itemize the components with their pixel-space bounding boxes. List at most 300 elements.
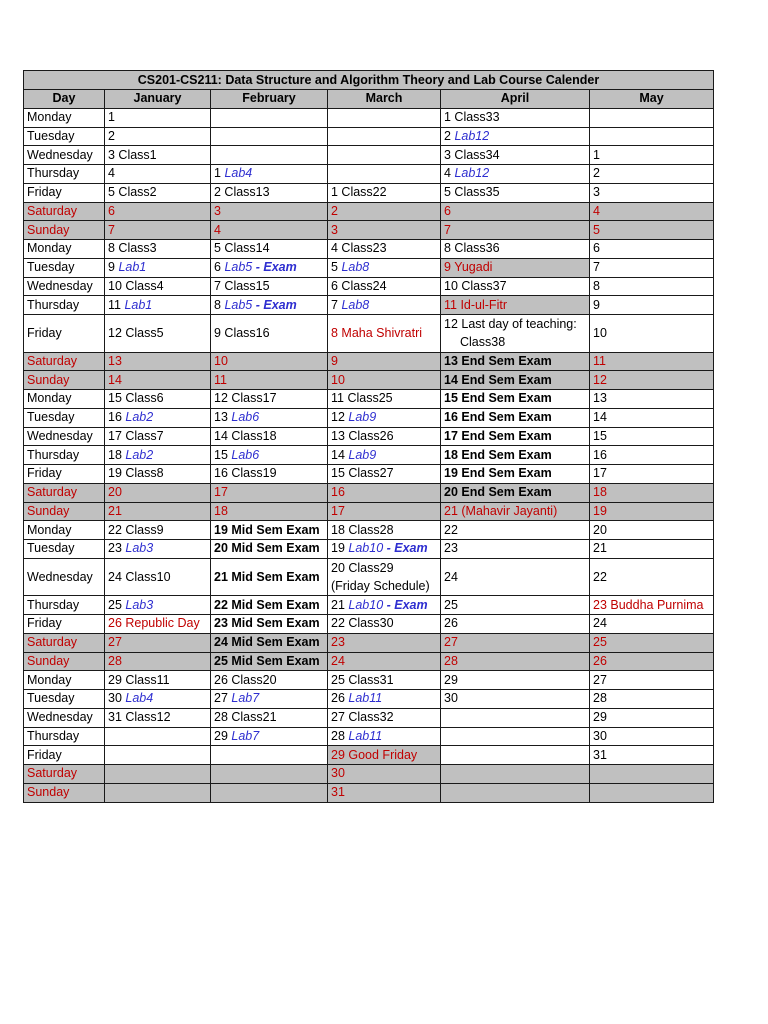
date-cell-february xyxy=(211,765,328,784)
date-cell-january: 31 Class12 xyxy=(105,708,211,727)
date-cell-march xyxy=(328,690,441,709)
table-row xyxy=(24,633,714,652)
lab-label: Lab12 xyxy=(454,166,490,181)
date-cell-may: 14 xyxy=(590,408,714,427)
table-row xyxy=(24,146,714,165)
date-cell-may: 3 xyxy=(590,183,714,202)
date-number: 13 xyxy=(214,410,232,425)
date-cell-april xyxy=(441,765,590,784)
date-cell-february: 18 xyxy=(211,502,328,521)
date-cell-january xyxy=(105,540,211,559)
header-february: February xyxy=(211,90,328,109)
date-cell-may: 24 xyxy=(590,615,714,634)
lab-label: Lab1 xyxy=(118,260,147,275)
date-number: 23 xyxy=(108,541,126,556)
date-number: 19 xyxy=(331,541,349,556)
lab-label: Lab11 xyxy=(348,691,383,706)
table-row xyxy=(24,315,714,353)
date-cell-march: 4 Class23 xyxy=(328,240,441,259)
table-row xyxy=(24,427,714,446)
header-january: January xyxy=(105,90,211,109)
date-cell-january xyxy=(105,690,211,709)
table-row xyxy=(24,221,714,240)
day-cell: Thursday xyxy=(24,446,105,465)
date-cell-march: 31 xyxy=(328,783,441,802)
table-row xyxy=(24,165,714,184)
date-cell-april: 17 End Sem Exam xyxy=(441,427,590,446)
date-cell-january: 27 xyxy=(105,633,211,652)
table-row xyxy=(24,615,714,634)
date-cell-march: 25 Class31 xyxy=(328,671,441,690)
date-cell-february: 3 xyxy=(211,202,328,221)
date-cell-february xyxy=(211,446,328,465)
date-cell-april: 11 Id-ul-Fitr xyxy=(441,296,590,315)
date-cell-march: 2 xyxy=(328,202,441,221)
date-cell-february xyxy=(211,746,328,765)
date-cell-february xyxy=(211,146,328,165)
date-number: 8 xyxy=(214,297,225,312)
date-cell-april xyxy=(441,746,590,765)
day-cell: Sunday xyxy=(24,371,105,390)
day-cell: Monday xyxy=(24,671,105,690)
date-cell-may: 12 xyxy=(590,371,714,390)
table-row xyxy=(24,446,714,465)
date-cell-february: 26 Class20 xyxy=(211,671,328,690)
date-cell-april: 6 xyxy=(441,202,590,221)
lab-label: Lab8 xyxy=(341,297,370,312)
lab-label: Lab2 xyxy=(125,410,154,425)
exam-marker: - Exam xyxy=(252,260,297,275)
date-cell-february xyxy=(211,408,328,427)
day-cell: Monday xyxy=(24,521,105,540)
date-cell-may: 13 xyxy=(590,390,714,409)
table-row xyxy=(24,183,714,202)
date-cell-march: 22 Class30 xyxy=(328,615,441,634)
date-cell-may: 28 xyxy=(590,690,714,709)
date-cell-may: 4 xyxy=(590,202,714,221)
table-row xyxy=(24,671,714,690)
calendar-body xyxy=(24,108,714,802)
date-number: 21 xyxy=(331,597,349,612)
date-cell-april: 9 Yugadi xyxy=(441,258,590,277)
table-row xyxy=(24,521,714,540)
header-march: March xyxy=(328,90,441,109)
date-cell-may: 15 xyxy=(590,427,714,446)
date-cell-january: 22 Class9 xyxy=(105,521,211,540)
date-cell-may: 17 xyxy=(590,465,714,484)
lab-label: Lab4 xyxy=(125,691,154,706)
date-cell-april: 3 Class34 xyxy=(441,146,590,165)
date-cell-february xyxy=(211,296,328,315)
day-cell: Tuesday xyxy=(24,127,105,146)
day-cell: Tuesday xyxy=(24,690,105,709)
date-cell-april xyxy=(441,708,590,727)
date-cell-may: 8 xyxy=(590,277,714,296)
date-cell-march: 8 Maha Shivratri xyxy=(328,315,441,353)
date-cell-february: 22 Mid Sem Exam xyxy=(211,596,328,615)
date-cell-february: 10 xyxy=(211,352,328,371)
day-cell: Friday xyxy=(24,315,105,353)
date-cell-february xyxy=(211,108,328,127)
date-cell-january xyxy=(105,727,211,746)
date-number: 25 xyxy=(108,597,126,612)
date-cell-march: 16 xyxy=(328,483,441,502)
date-number: 18 xyxy=(108,447,126,462)
cell-line: (Friday Schedule) xyxy=(331,579,430,593)
date-cell-february: 21 Mid Sem Exam xyxy=(211,558,328,596)
exam-marker: - Exam xyxy=(252,297,297,312)
date-cell-january: 29 Class11 xyxy=(105,671,211,690)
date-cell-april xyxy=(441,727,590,746)
table-row xyxy=(24,540,714,559)
exam-marker: - Exam xyxy=(383,541,428,556)
date-cell-may: 23 Buddha Purnima xyxy=(590,596,714,615)
date-cell-april xyxy=(441,783,590,802)
date-cell-january: 21 xyxy=(105,502,211,521)
day-cell: Thursday xyxy=(24,727,105,746)
day-cell: Tuesday xyxy=(24,408,105,427)
day-cell: Friday xyxy=(24,615,105,634)
table-row xyxy=(24,746,714,765)
date-cell-january: 2 xyxy=(105,127,211,146)
date-cell-may: 20 xyxy=(590,521,714,540)
date-cell-may: 6 xyxy=(590,240,714,259)
day-cell: Thursday xyxy=(24,296,105,315)
date-cell-march xyxy=(328,165,441,184)
date-number: 28 xyxy=(331,728,349,743)
day-cell: Tuesday xyxy=(24,540,105,559)
date-cell-january: 15 Class6 xyxy=(105,390,211,409)
date-cell-march xyxy=(328,146,441,165)
day-cell: Thursday xyxy=(24,596,105,615)
date-cell-march: 29 Good Friday xyxy=(328,746,441,765)
lab-label: Lab7 xyxy=(231,728,260,743)
day-cell: Sunday xyxy=(24,783,105,802)
lab-label: Lab2 xyxy=(125,447,154,462)
table-row xyxy=(24,708,714,727)
date-cell-march xyxy=(328,727,441,746)
date-cell-march: 17 xyxy=(328,502,441,521)
date-cell-february: 17 xyxy=(211,483,328,502)
day-cell: Friday xyxy=(24,465,105,484)
date-cell-february xyxy=(211,127,328,146)
table-row xyxy=(24,296,714,315)
date-number: 15 xyxy=(214,447,232,462)
day-cell: Wednesday xyxy=(24,146,105,165)
date-cell-april: 26 xyxy=(441,615,590,634)
date-cell-january xyxy=(105,258,211,277)
date-cell-march xyxy=(328,540,441,559)
lab-label: Lab8 xyxy=(341,260,370,275)
date-cell-march xyxy=(328,296,441,315)
date-cell-february: 4 xyxy=(211,221,328,240)
date-number: 11 xyxy=(108,297,125,312)
date-cell-april: 7 xyxy=(441,221,590,240)
date-cell-february: 19 Mid Sem Exam xyxy=(211,521,328,540)
date-number: 27 xyxy=(214,691,232,706)
date-cell-january: 24 Class10 xyxy=(105,558,211,596)
date-cell-april: 1 Class33 xyxy=(441,108,590,127)
date-cell-march: 10 xyxy=(328,371,441,390)
day-cell: Friday xyxy=(24,183,105,202)
date-cell-march: 11 Class25 xyxy=(328,390,441,409)
date-cell-march: 13 Class26 xyxy=(328,427,441,446)
calendar-title: CS201-CS211: Data Structure and Algorithm Theory and Lab Course Calender xyxy=(24,71,714,90)
date-cell-march: 18 Class28 xyxy=(328,521,441,540)
table-row xyxy=(24,202,714,221)
date-cell-april: 27 xyxy=(441,633,590,652)
date-cell-february: 28 Class21 xyxy=(211,708,328,727)
date-cell-february: 23 Mid Sem Exam xyxy=(211,615,328,634)
lab-label: Lab9 xyxy=(348,410,377,425)
date-number: 26 xyxy=(331,691,349,706)
lab-label: Lab3 xyxy=(125,541,154,556)
date-cell-january: 1 xyxy=(105,108,211,127)
date-cell-april xyxy=(441,165,590,184)
date-cell-april: 19 End Sem Exam xyxy=(441,465,590,484)
date-cell-january xyxy=(105,408,211,427)
day-cell: Saturday xyxy=(24,483,105,502)
date-cell-april: 30 xyxy=(441,690,590,709)
day-cell: Wednesday xyxy=(24,708,105,727)
date-cell-april: 10 Class37 xyxy=(441,277,590,296)
date-number: 30 xyxy=(108,691,126,706)
date-cell-january: 5 Class2 xyxy=(105,183,211,202)
date-number: 6 xyxy=(214,260,225,275)
table-row xyxy=(24,783,714,802)
day-cell: Thursday xyxy=(24,165,105,184)
cell-line: 12 Last day of teaching: xyxy=(444,317,577,332)
header-april: April xyxy=(441,90,590,109)
date-cell-january xyxy=(105,296,211,315)
date-cell-may: 19 xyxy=(590,502,714,521)
date-cell-january: 8 Class3 xyxy=(105,240,211,259)
date-cell-may xyxy=(590,765,714,784)
date-cell-april: 20 End Sem Exam xyxy=(441,483,590,502)
date-cell-march xyxy=(328,446,441,465)
lab-label: Lab10 xyxy=(348,597,384,612)
date-cell-january: 17 Class7 xyxy=(105,427,211,446)
table-row xyxy=(24,727,714,746)
date-cell-january: 10 Class4 xyxy=(105,277,211,296)
date-cell-may: 7 xyxy=(590,258,714,277)
cell-line: Class38 xyxy=(460,335,506,350)
table-row xyxy=(24,371,714,390)
day-cell: Sunday xyxy=(24,221,105,240)
date-cell-january xyxy=(105,783,211,802)
day-cell: Wednesday xyxy=(24,558,105,596)
date-cell-january: 6 xyxy=(105,202,211,221)
table-row xyxy=(24,258,714,277)
lab-label: Lab10 xyxy=(348,541,384,556)
date-cell-april: 29 xyxy=(441,671,590,690)
date-cell-february: 5 Class14 xyxy=(211,240,328,259)
day-cell: Friday xyxy=(24,746,105,765)
date-cell-may xyxy=(590,127,714,146)
date-cell-january xyxy=(105,746,211,765)
day-cell: Monday xyxy=(24,390,105,409)
table-row xyxy=(24,352,714,371)
table-row xyxy=(24,558,714,596)
day-cell: Monday xyxy=(24,240,105,259)
date-cell-may: 30 xyxy=(590,727,714,746)
table-row xyxy=(24,240,714,259)
date-cell-may: 18 xyxy=(590,483,714,502)
date-cell-january: 28 xyxy=(105,652,211,671)
date-cell-february xyxy=(211,783,328,802)
lab-label: Lab6 xyxy=(231,447,260,462)
lab-label: Lab12 xyxy=(454,128,490,143)
date-cell-april: 15 End Sem Exam xyxy=(441,390,590,409)
date-cell-february: 16 Class19 xyxy=(211,465,328,484)
day-cell: Wednesday xyxy=(24,277,105,296)
date-cell-february: 2 Class13 xyxy=(211,183,328,202)
date-cell-march: 30 xyxy=(328,765,441,784)
date-cell-march xyxy=(328,258,441,277)
header-day: Day xyxy=(24,90,105,109)
date-cell-february xyxy=(211,690,328,709)
date-cell-january: 12 Class5 xyxy=(105,315,211,353)
lab-label: Lab7 xyxy=(231,691,260,706)
date-cell-march: 6 Class24 xyxy=(328,277,441,296)
date-cell-january: 20 xyxy=(105,483,211,502)
table-row xyxy=(24,596,714,615)
day-cell: Wednesday xyxy=(24,427,105,446)
date-cell-february: 14 Class18 xyxy=(211,427,328,446)
day-cell: Tuesday xyxy=(24,258,105,277)
date-cell-february xyxy=(211,165,328,184)
date-cell-may xyxy=(590,783,714,802)
date-cell-january: 14 xyxy=(105,371,211,390)
date-cell-january: 3 Class1 xyxy=(105,146,211,165)
date-cell-march xyxy=(328,108,441,127)
date-number: 29 xyxy=(214,728,232,743)
date-number: 1 xyxy=(214,166,225,181)
date-cell-may: 16 xyxy=(590,446,714,465)
date-cell-may: 10 xyxy=(590,315,714,353)
date-cell-april: 18 End Sem Exam xyxy=(441,446,590,465)
table-row xyxy=(24,108,714,127)
date-cell-january xyxy=(105,765,211,784)
date-cell-april: 5 Class35 xyxy=(441,183,590,202)
table-row xyxy=(24,483,714,502)
date-cell-february xyxy=(211,258,328,277)
date-number: 5 xyxy=(331,260,342,275)
date-cell-april: 14 End Sem Exam xyxy=(441,371,590,390)
lab-label: Lab3 xyxy=(125,597,154,612)
date-cell-march xyxy=(328,127,441,146)
date-cell-february: 9 Class16 xyxy=(211,315,328,353)
course-calendar-table xyxy=(23,70,714,803)
lab-label: Lab1 xyxy=(124,297,153,312)
table-row xyxy=(24,408,714,427)
date-cell-january: 7 xyxy=(105,221,211,240)
date-cell-march: 27 Class32 xyxy=(328,708,441,727)
date-cell-february xyxy=(211,727,328,746)
date-cell-may: 25 xyxy=(590,633,714,652)
header-row xyxy=(24,90,714,109)
date-cell-march: 9 xyxy=(328,352,441,371)
date-number: 7 xyxy=(331,297,342,312)
table-row xyxy=(24,390,714,409)
date-cell-march: 24 xyxy=(328,652,441,671)
date-cell-january xyxy=(105,446,211,465)
date-cell-april: 16 End Sem Exam xyxy=(441,408,590,427)
exam-marker: - Exam xyxy=(383,597,428,612)
date-cell-february: 12 Class17 xyxy=(211,390,328,409)
date-cell-april xyxy=(441,315,590,353)
date-number: 2 xyxy=(444,128,455,143)
date-cell-march xyxy=(328,558,441,596)
table-row xyxy=(24,277,714,296)
lab-label: Lab5 xyxy=(224,297,253,312)
day-cell: Saturday xyxy=(24,765,105,784)
table-row xyxy=(24,652,714,671)
lab-label: Lab5 xyxy=(224,260,253,275)
date-number: 4 xyxy=(444,166,455,181)
date-cell-march: 1 Class22 xyxy=(328,183,441,202)
date-cell-may: 9 xyxy=(590,296,714,315)
day-cell: Monday xyxy=(24,108,105,127)
header-may: May xyxy=(590,90,714,109)
lab-label: Lab4 xyxy=(224,166,253,181)
date-cell-january xyxy=(105,596,211,615)
date-cell-january: 4 xyxy=(105,165,211,184)
date-cell-april: 21 (Mahavir Jayanti) xyxy=(441,502,590,521)
day-cell: Sunday xyxy=(24,652,105,671)
date-cell-may: 22 xyxy=(590,558,714,596)
table-row xyxy=(24,127,714,146)
date-cell-april: 28 xyxy=(441,652,590,671)
date-cell-april xyxy=(441,127,590,146)
date-cell-january: 13 xyxy=(105,352,211,371)
title-row xyxy=(24,71,714,90)
cell-line: 20 Class29 xyxy=(331,561,394,575)
day-cell: Saturday xyxy=(24,352,105,371)
date-cell-april: 24 xyxy=(441,558,590,596)
date-cell-may: 26 xyxy=(590,652,714,671)
date-cell-april: 8 Class36 xyxy=(441,240,590,259)
date-cell-march xyxy=(328,408,441,427)
date-cell-march: 3 xyxy=(328,221,441,240)
date-cell-may: 5 xyxy=(590,221,714,240)
date-cell-may: 27 xyxy=(590,671,714,690)
day-cell: Saturday xyxy=(24,633,105,652)
date-cell-february: 20 Mid Sem Exam xyxy=(211,540,328,559)
lab-label: Lab6 xyxy=(231,410,260,425)
day-cell: Sunday xyxy=(24,502,105,521)
date-cell-may: 21 xyxy=(590,540,714,559)
table-row xyxy=(24,465,714,484)
date-cell-may: 1 xyxy=(590,146,714,165)
table-row xyxy=(24,502,714,521)
lab-label: Lab9 xyxy=(348,447,377,462)
date-cell-march xyxy=(328,596,441,615)
date-number: 9 xyxy=(108,260,119,275)
lab-label: Lab11 xyxy=(348,728,383,743)
date-number: 16 xyxy=(108,410,126,425)
date-cell-may: 29 xyxy=(590,708,714,727)
day-cell: Saturday xyxy=(24,202,105,221)
table-row xyxy=(24,690,714,709)
date-number: 14 xyxy=(331,447,349,462)
date-cell-january: 19 Class8 xyxy=(105,465,211,484)
date-cell-may: 31 xyxy=(590,746,714,765)
date-cell-may xyxy=(590,108,714,127)
date-cell-april: 13 End Sem Exam xyxy=(441,352,590,371)
date-cell-march: 23 xyxy=(328,633,441,652)
date-number: 12 xyxy=(331,410,349,425)
